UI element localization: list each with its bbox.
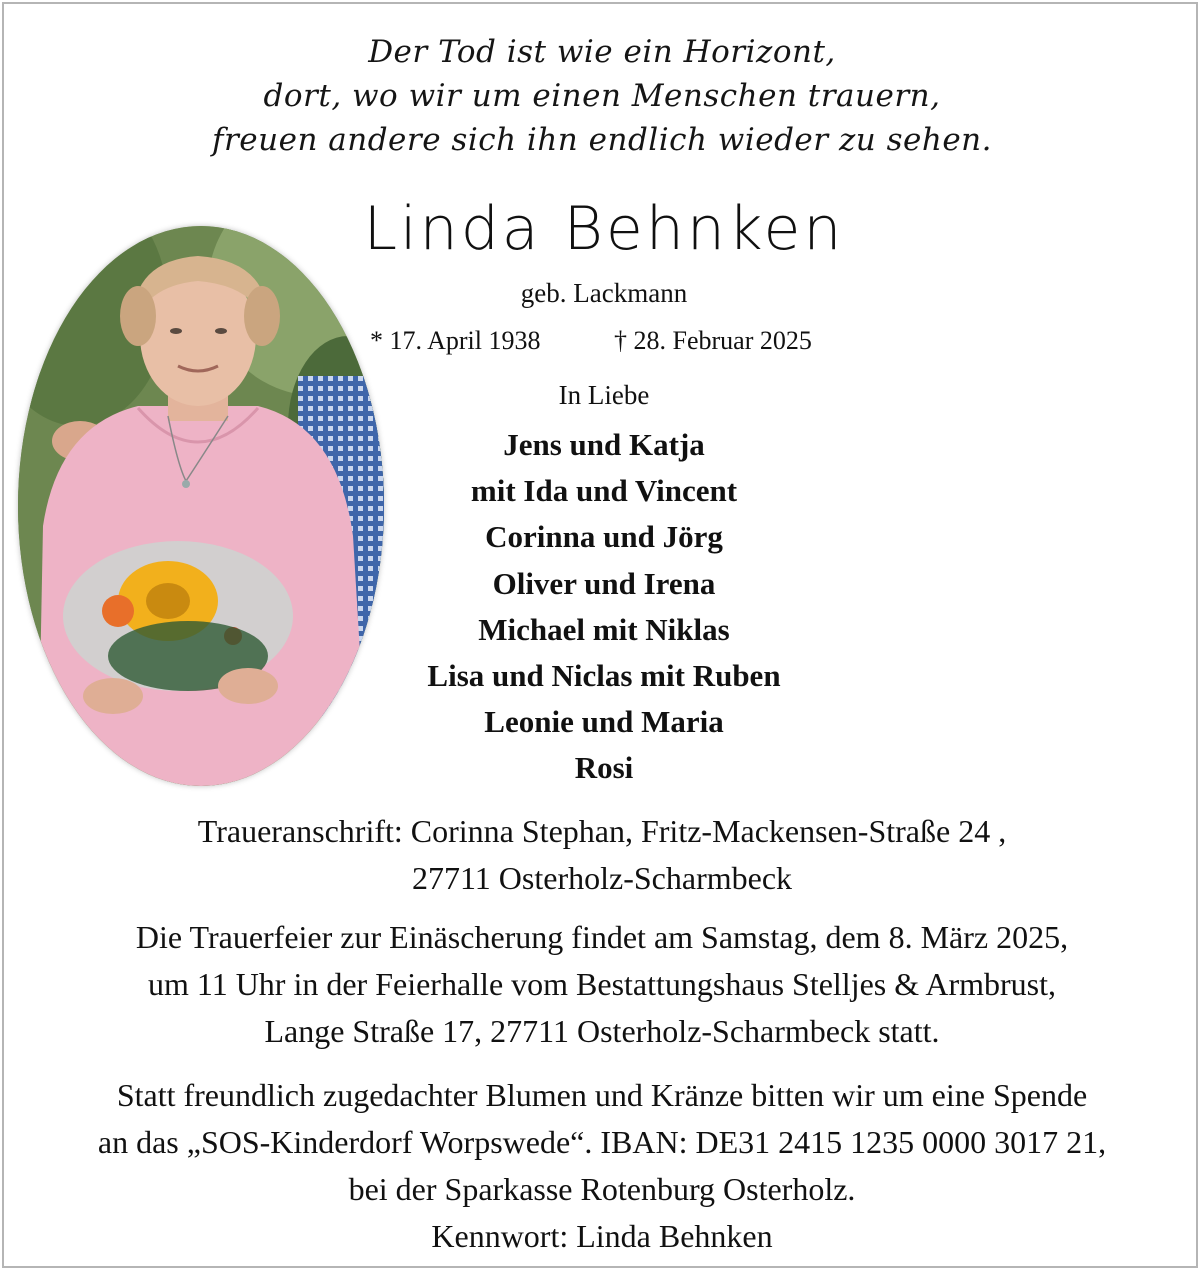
donation-line: an das „SOS-Kinderdorf Worpswede“. IBAN: DE31 2415 1235 0000 3017 21, — [97, 1124, 1107, 1160]
maiden-name: geb. Lackmann — [520, 278, 688, 308]
obituary-notice — [2, 2, 1198, 1268]
mourner: Oliver und Irena — [492, 565, 716, 601]
poem — [4, 30, 1200, 162]
ceremony-line: Die Trauerfeier zur Einäscherung findet am Samstag, dem 8. März 2025, — [135, 919, 1069, 955]
ceremony-line: um 11 Uhr in der Feierhalle vom Bestattungshaus Stelljes & Armbrust, — [147, 966, 1057, 1002]
poem-line: dort, wo wir um einen Menschen trauern, — [263, 78, 941, 114]
deceased-name: Linda Behnken — [363, 194, 845, 264]
donation-keyword: Kennwort: Linda Behnken — [431, 1218, 773, 1254]
address-line: 27711 Osterholz-Scharmbeck — [411, 860, 793, 896]
mourner: Michael mit Niklas — [478, 611, 730, 647]
donation-line: Statt freundlich zugedachter Blumen und Kränze bitten wir um eine Spende — [116, 1077, 1088, 1113]
death-date: † 28. Februar 2025 — [614, 326, 812, 355]
ceremony-info — [4, 914, 1200, 1055]
poem-line: Der Tod ist wie ein Horizont, — [368, 34, 836, 70]
portrait-illustration — [18, 226, 384, 786]
mourning-address — [4, 808, 1200, 902]
mourner: Jens und Katja — [503, 427, 705, 462]
donation-line: bei der Sparkasse Rotenburg Osterholz. — [348, 1171, 856, 1207]
poem-line: freuen andere sich ihn endlich wieder zu sehen. — [212, 122, 992, 158]
birth-date: * 17. April 1938 — [370, 326, 541, 355]
donation-info — [4, 1072, 1200, 1260]
ceremony-line: Lange Straße 17, 27711 Osterholz-Scharmbeck statt. — [264, 1013, 940, 1049]
mourner: mit Ida und Vincent — [470, 473, 738, 509]
mourners-list — [344, 422, 864, 792]
mourner: Lisa und Niclas mit Ruben — [427, 658, 781, 694]
mourners-intro: In Liebe — [558, 380, 650, 410]
mourner: Corinna und Jörg — [485, 519, 723, 555]
address-line: Traueranschrift: Corinna Stephan, Fritz-Mackensen-Straße 24 , — [197, 813, 1007, 849]
mourner: Rosi — [574, 750, 634, 786]
portrait-photo — [18, 226, 384, 786]
mourner: Leonie und Maria — [484, 704, 724, 740]
